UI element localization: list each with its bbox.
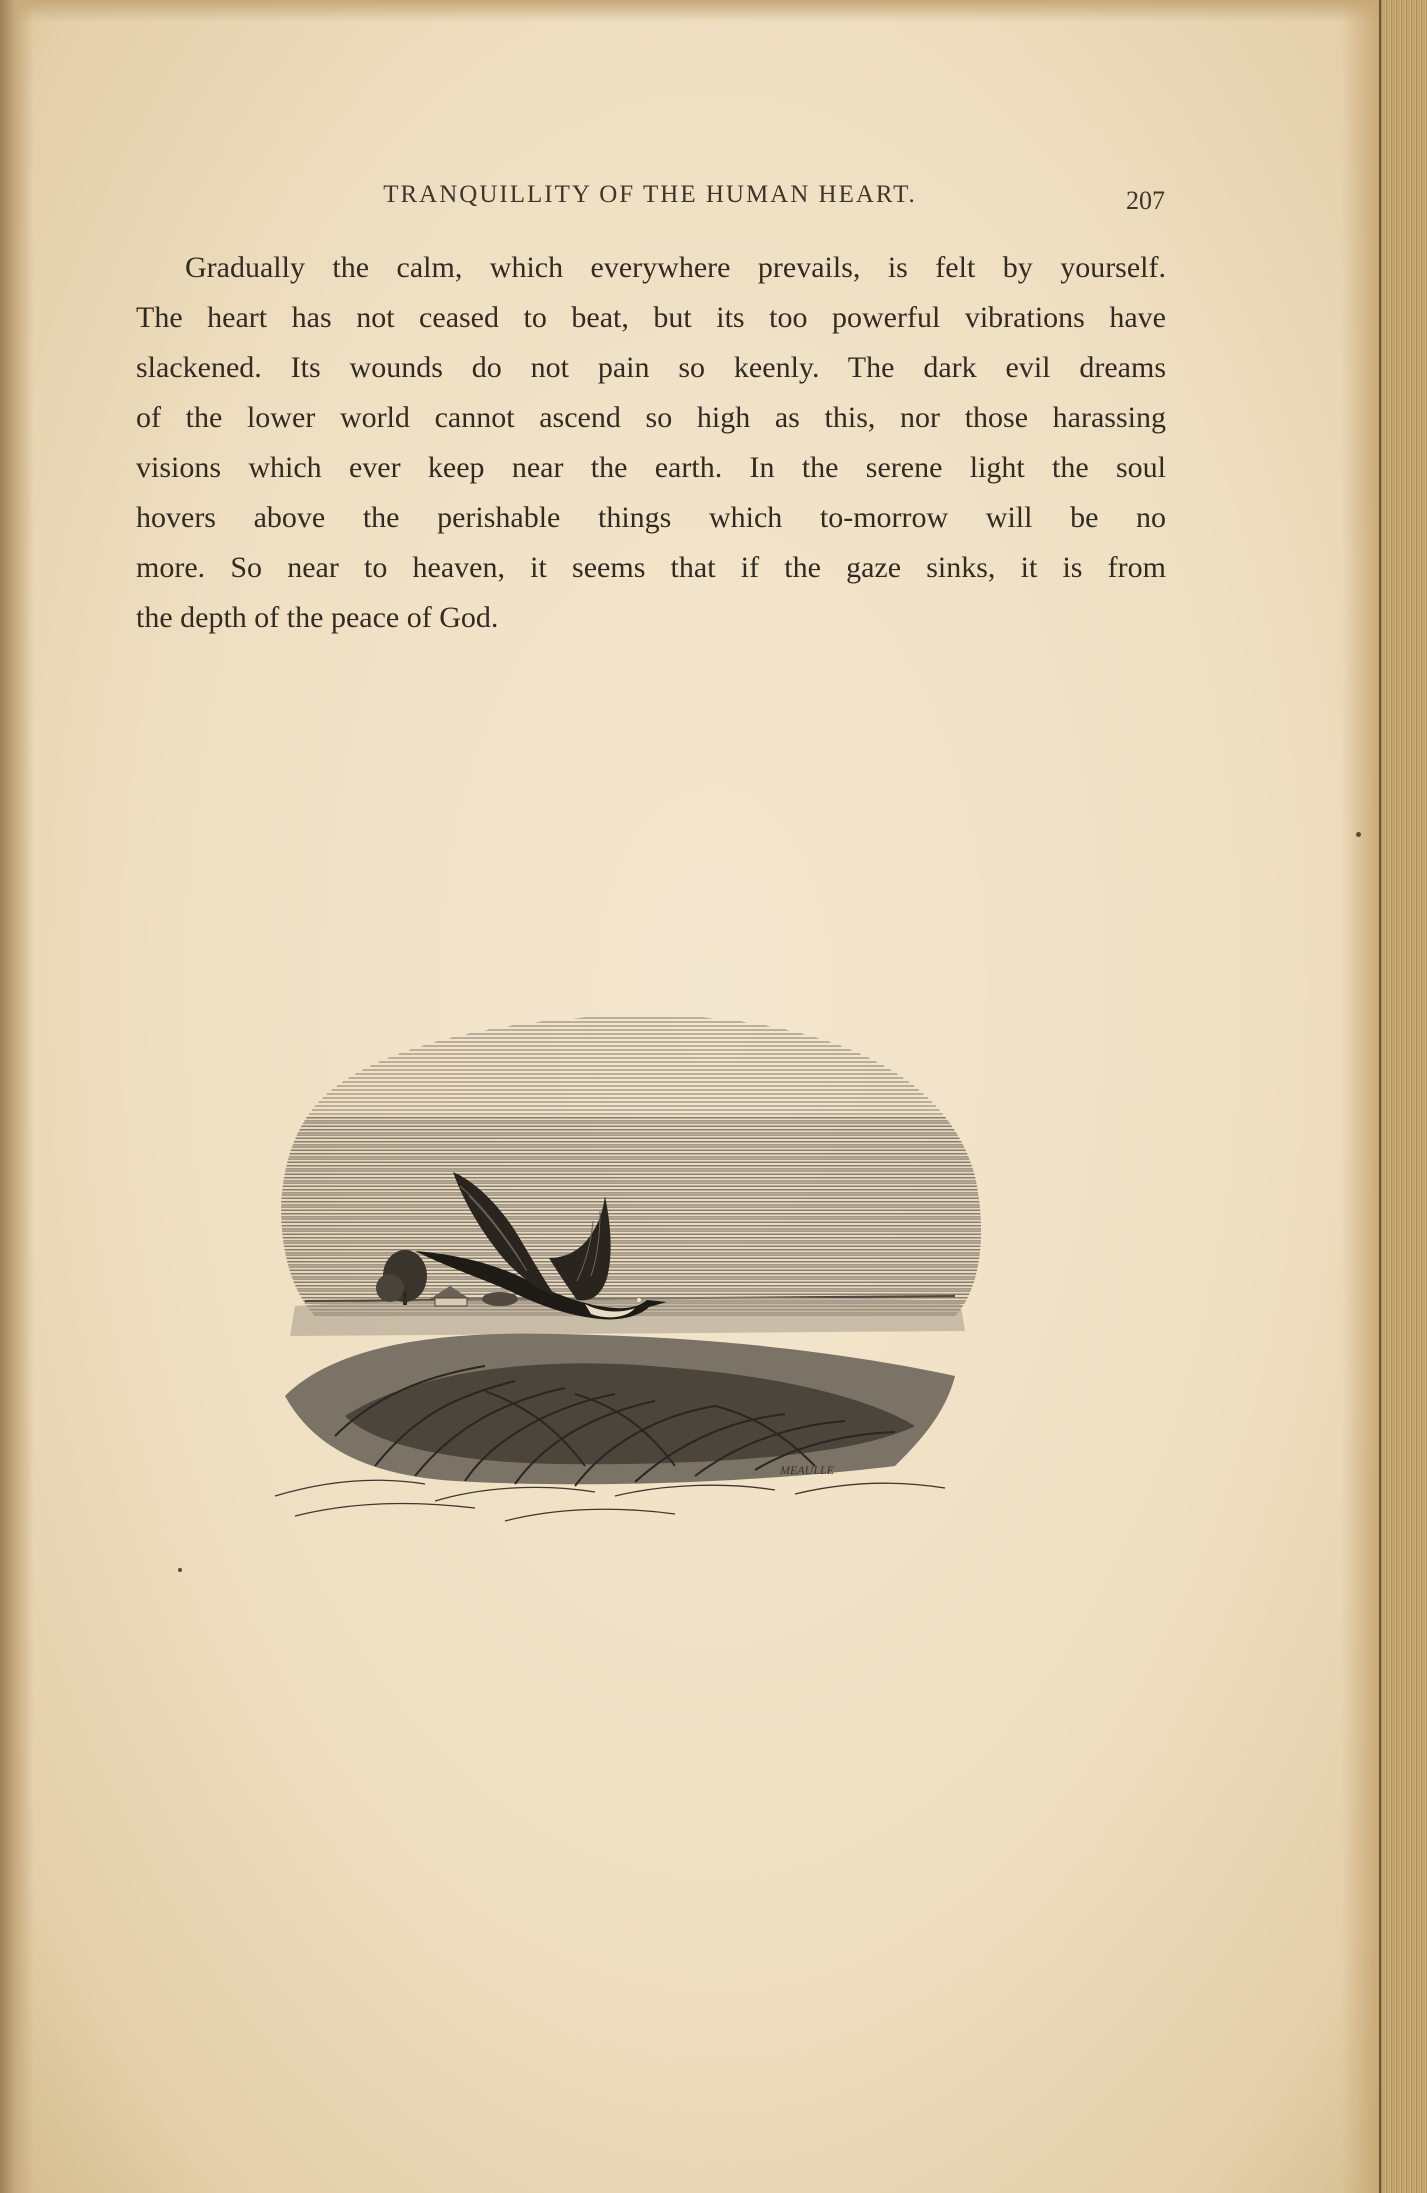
- paper-speck: [178, 1568, 182, 1572]
- body-paragraph: [136, 243, 1166, 643]
- foreground-grass: [275, 1334, 955, 1521]
- page-number: 207: [1126, 186, 1165, 215]
- text-line: slackened. Its wounds do not pain so keenly. The dark evil dreams: [136, 351, 1166, 384]
- top-edge-shadow: [0, 0, 1427, 22]
- sky-hatching: [255, 996, 995, 1326]
- bird-engraving-illustration: [255, 996, 995, 1536]
- fore-edge-shading: [1341, 0, 1381, 2193]
- text-line: hovers above the perishable things which to-morrow will be no: [136, 501, 1166, 534]
- gutter-shadow: [0, 0, 34, 2193]
- bird-eye: [637, 1298, 641, 1302]
- paper-speck: [1356, 832, 1361, 837]
- text-line: of the lower world cannot ascend so high as this, nor those harassing: [136, 401, 1166, 434]
- text-line: Gradually the calm, which everywhere prevails, is felt by yourself.: [185, 251, 1166, 284]
- page-edges: [1379, 0, 1427, 2193]
- text-line: the depth of the peace of God.: [136, 601, 499, 634]
- running-head: TRANQUILLITY OF THE HUMAN HEART.: [383, 181, 917, 208]
- text-line: more. So near to heaven, it seems that if the gaze sinks, it is from: [136, 551, 1166, 584]
- text-line: visions which ever keep near the earth. In the serene light the soul: [136, 451, 1166, 484]
- text-line: The heart has not ceased to beat, but its too powerful vibrations have: [136, 301, 1166, 334]
- engraver-signature: MEAULLE: [780, 1463, 834, 1477]
